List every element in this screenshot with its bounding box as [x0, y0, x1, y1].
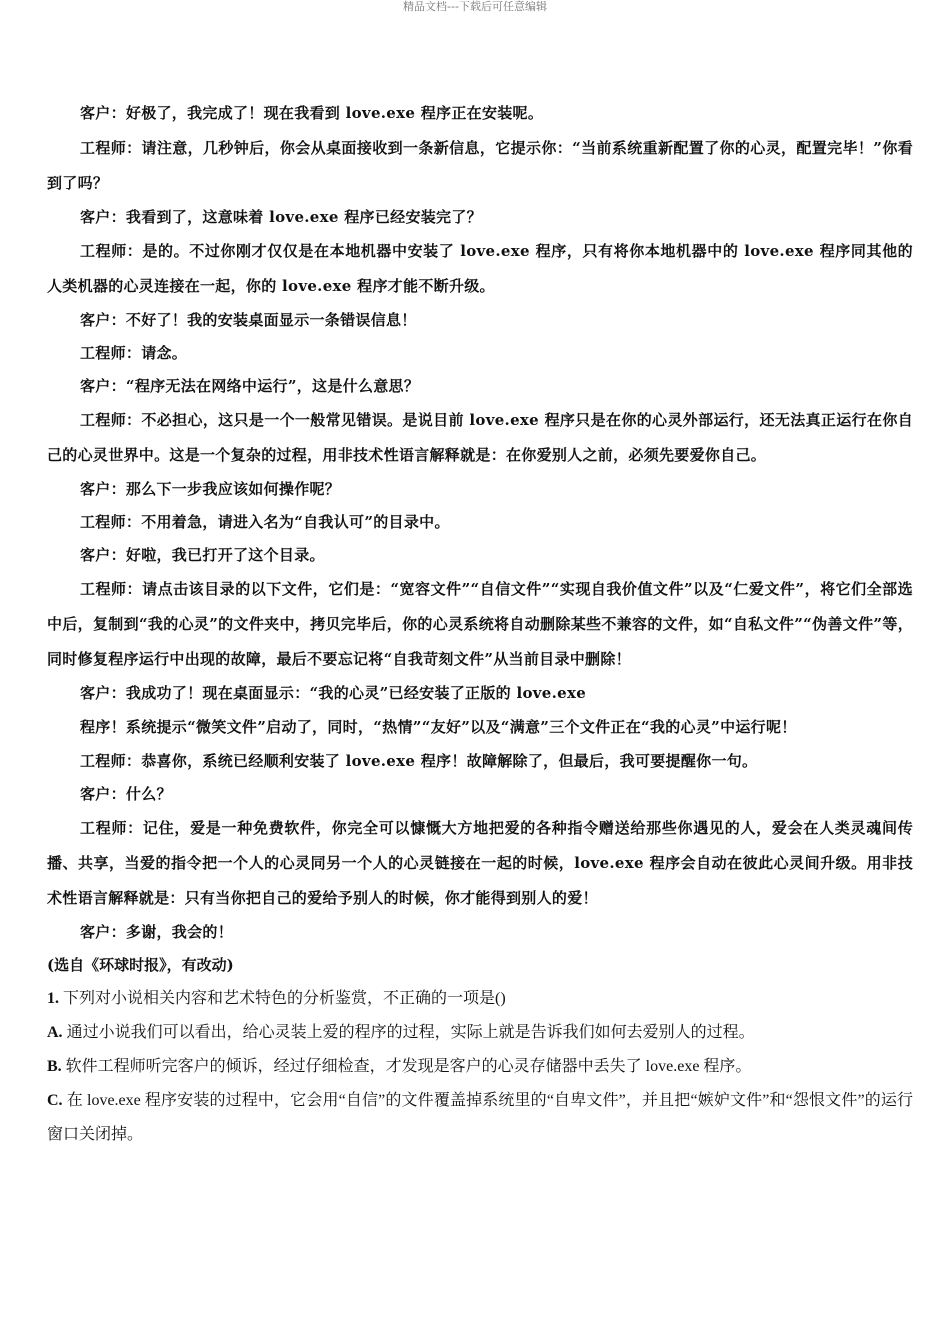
option-label: C.	[47, 1092, 63, 1109]
question-stem-text: 下列对小说相关内容和艺术特色的分析鉴赏，不正确的一项是()	[63, 990, 506, 1007]
paragraph: 工程师：请念。	[80, 344, 188, 362]
paragraph: 客户：好极了，我完成了！现在我看到 love.exe 程序正在安装呢。	[80, 104, 544, 122]
paragraph: 工程师：请注意，几秒钟后，你会从桌面接收到一条新信息，它提示你：“当前系统重新配置了你的心灵，配置完毕！”你看到了吗？	[47, 139, 913, 192]
option-text: 通过小说我们可以看出，给心灵装上爱的程序的过程，实际上就是告诉我们如何去爱别人的过程。	[66, 1024, 755, 1041]
paragraph: 程序！系统提示“微笑文件”启动了，同时，“热情”“友好”以及“满意”三个文件正在“我的心灵”中运行呢！	[80, 718, 797, 736]
question-number: 1.	[47, 990, 59, 1007]
paragraph: 客户：什么？	[80, 785, 172, 803]
paragraph: 客户：“程序无法在网络中运行”，这是什么意思？	[80, 377, 420, 395]
paragraph: 工程师：不用着急，请进入名为“自我认可”的目录中。	[80, 513, 450, 531]
question-stem	[47, 982, 913, 1016]
option-label: B.	[47, 1058, 62, 1075]
paragraph: 客户：那么下一步我应该如何操作呢？	[80, 480, 341, 498]
paragraph: 客户：我看到了，这意味着 love.exe 程序已经安装完了？	[80, 208, 482, 226]
paragraph: 工程师：记住，爱是一种免费软件，你完全可以慷慨大方地把爱的各种指令赠送给那些你遇见的人，爱会在人类灵魂间传播、共享，当爱的指令把一个人的心灵同另一个人的心灵链接在一起的时候，love.exe 程序会自动在彼此心灵间升级。用非技术性语言解释就是：只有当你把自己的爱给予别人的时候，你才能得到别人的爱！	[47, 819, 913, 907]
paragraph: 工程师：不必担心，这只是一个一般常见错误。是说目前 love.exe 程序只是在你的心灵外部运行，还无法真正运行在你自己的心灵世界中。这是一个复杂的过程，用非技术性语言解释就是：在你爱别人之前，必须先要爱你自己。	[47, 411, 913, 464]
paragraph: 客户：多谢，我会的！	[80, 923, 234, 941]
article-body	[47, 96, 913, 1152]
paragraph: 客户：我成功了！现在桌面显示：“我的心灵”已经安装了正版的 love.exe	[80, 684, 587, 702]
option-text: 软件工程师听完客户的倾诉，经过仔细检查，才发现是客户的心灵存储器中丢失了 love.exe 程序。	[65, 1058, 752, 1075]
page-header: 精品文档---下载后可任意编辑	[403, 0, 547, 13]
option-a	[47, 1016, 913, 1050]
source-note: (选自《环球时报》，有改动)	[47, 956, 234, 974]
option-c	[47, 1084, 913, 1152]
paragraph: 客户：好啦，我已打开了这个目录。	[80, 546, 325, 564]
option-b	[47, 1050, 913, 1084]
paragraph: 工程师：恭喜你，系统已经顺利安装了 love.exe 程序！故障解除了，但最后，我可要提醒你一句。	[80, 752, 758, 770]
option-text: 在 love.exe 程序安装的过程中，它会用“自信”的文件覆盖掉系统里的“自卑文件”，并且把“嫉妒文件”和“怨恨文件”的运行窗口关闭掉。	[47, 1092, 913, 1143]
paragraph: 工程师：是的。不过你刚才仅仅是在本地机器中安装了 love.exe 程序，只有将你本地机器中的 love.exe 程序同其他的人类机器的心灵连接在一起，你的 love.exe 程序才能不断升级。	[47, 242, 913, 295]
option-label: A.	[47, 1024, 63, 1041]
paragraph: 工程师：请点击该目录的以下文件，它们是：“宽容文件”“自信文件”“实现自我价值文件”以及“仁爱文件”，将它们全部选中后，复制到“我的心灵”的文件夹中，拷贝完毕后，你的心灵系统将自动删除某些不兼容的文件，如“自私文件”“伪善文件”等，同时修复程序运行中出现的故障，最后不要忘记将“自我苛刻文件”从当前目录中删除！	[47, 580, 913, 668]
paragraph: 客户：不好了！我的安装桌面显示一条错误信息！	[80, 311, 417, 329]
